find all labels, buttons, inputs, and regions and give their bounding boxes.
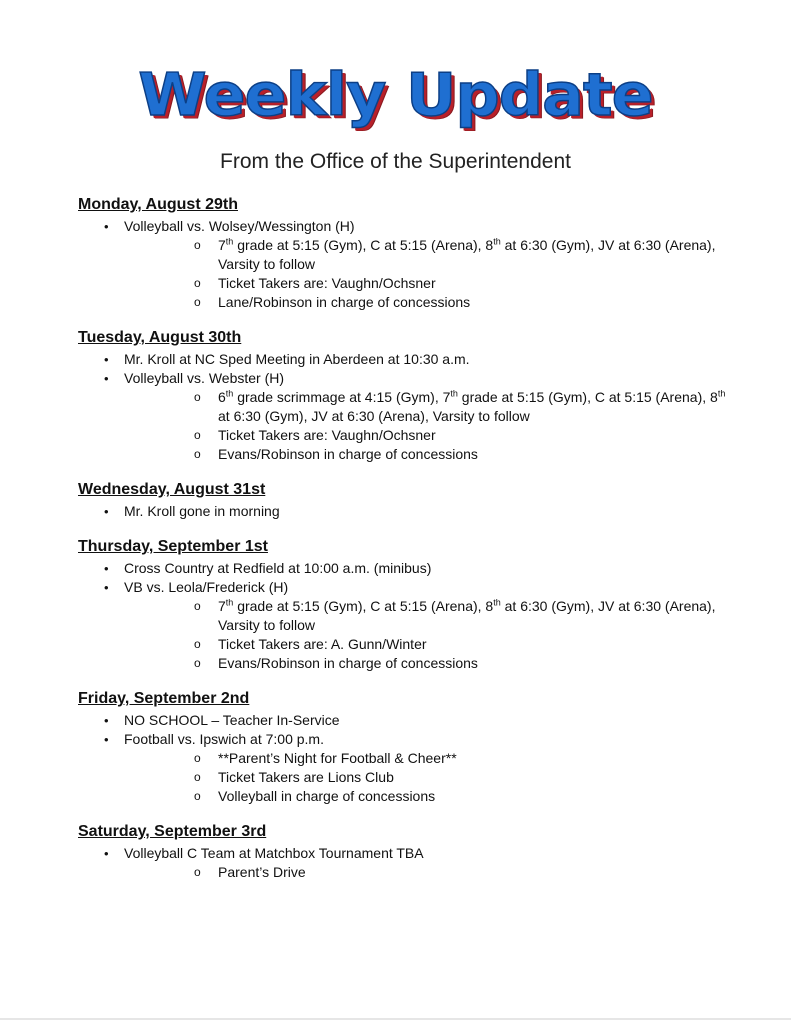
sub-list-item: o Ticket Takers are: Vaughn/Ochsner <box>194 275 436 291</box>
sub-list-item: o Parent’s Drive <box>194 864 306 880</box>
weekly-update-banner <box>0 58 791 130</box>
list-item: • Volleyball vs. Webster (H) o 6th grade scrimmage at 4:15 (Gym), 7th grade at 5:15 (Gym), C at 5:15 (Arena), 8th at 6:30 (Gym), JV at 6:30 (Arena), Varsity to follow o Ticket Takers are: Vaughn/Ochsner o Evans/Robinson in charge of concessions <box>78 369 738 464</box>
bullet-marker: • <box>104 352 109 367</box>
day-monday <box>78 194 738 312</box>
sub-bullet-marker: o <box>194 770 201 784</box>
sub-bullet-marker: o <box>194 865 201 879</box>
list-item: • Mr. Kroll at NC Sped Meeting in Aberdeen at 10:30 a.m. <box>104 351 470 367</box>
sub-list-item: o Evans/Robinson in charge of concessions <box>194 446 478 462</box>
list-item: • Volleyball vs. Wolsey/Wessington (H) o 7th grade at 5:15 (Gym), C at 5:15 (Arena), 8th at 6:30 (Gym), JV at 6:30 (Arena), Varsity to follow o Ticket Takers are: Vaughn/Ochsner o Lane/Robinson in charge of concessions <box>78 217 738 312</box>
sub-bullet-marker: o <box>194 295 201 309</box>
day-wednesday <box>78 479 738 521</box>
sub-list-item: o Ticket Takers are: A. Gunn/Winter <box>194 636 427 652</box>
day-tuesday <box>78 327 738 464</box>
sub-list-item: o Evans/Robinson in charge of concessions <box>194 655 478 671</box>
sub-bullet-marker: o <box>194 637 201 651</box>
sub-bullet-marker: o <box>194 238 201 252</box>
sub-bullet-marker: o <box>194 599 201 613</box>
sub-list-item: o 7th grade at 5:15 (Gym), C at 5:15 (Arena), 8th at 6:30 (Gym), JV at 6:30 (Arena), Varsity to follow <box>194 597 716 633</box>
bullet-marker: • <box>104 713 109 728</box>
sub-list-item: o **Parent’s Night for Football & Cheer** <box>194 750 457 766</box>
sub-bullet-marker: o <box>194 428 201 442</box>
sub-bullet-marker: o <box>194 789 201 803</box>
bullet-marker: • <box>104 504 109 519</box>
sub-list-item: o 6th grade scrimmage at 4:15 (Gym), 7th grade at 5:15 (Gym), C at 5:15 (Arena), 8th at 6:30 (Gym), JV at 6:30 (Arena), Varsity to follow <box>194 388 726 424</box>
sub-bullet-marker: o <box>194 447 201 461</box>
list-item: • NO SCHOOL – Teacher In-Service <box>104 712 340 728</box>
sub-list-item: o Lane/Robinson in charge of concessions <box>194 294 471 310</box>
day-friday <box>78 688 738 806</box>
sub-bullet-marker: o <box>194 390 201 404</box>
sub-bullet-marker: o <box>194 656 201 670</box>
bullet-marker: • <box>104 561 109 576</box>
sub-list-item: o Ticket Takers are Lions Club <box>194 769 394 785</box>
page-bottom-edge <box>0 1018 791 1020</box>
sub-list-item: o Volleyball in charge of concessions <box>194 788 436 804</box>
list-item: • Cross Country at Redfield at 10:00 a.m. (minibus) <box>104 560 432 576</box>
day-heading: Friday, September 2nd <box>78 690 250 707</box>
sub-list-item: o 7th grade at 5:15 (Gym), C at 5:15 (Arena), 8th at 6:30 (Gym), JV at 6:30 (Arena), Varsity to follow <box>194 236 716 272</box>
list-item: • Volleyball C Team at Matchbox Tournament TBA o Parent’s Drive <box>78 844 738 882</box>
list-item: • VB vs. Leola/Frederick (H) o 7th grade at 5:15 (Gym), C at 5:15 (Arena), 8th at 6:30 (Gym), JV at 6:30 (Arena), Varsity to follow o Ticket Takers are: A. Gunn/Winter o Evans/Robinson in charge of concessions <box>78 578 738 673</box>
day-heading: Wednesday, August 31st <box>78 481 266 498</box>
day-heading: Saturday, September 3rd <box>78 823 267 840</box>
day-heading: Tuesday, August 30th <box>78 329 242 346</box>
bullet-marker: • <box>104 371 109 386</box>
day-saturday <box>78 821 738 882</box>
bullet-marker: • <box>104 580 109 595</box>
page-subtitle: From the Office of the Superintendent <box>220 150 571 173</box>
day-heading: Thursday, September 1st <box>78 538 268 555</box>
schedule <box>78 194 738 897</box>
sub-bullet-marker: o <box>194 751 201 765</box>
sub-bullet-marker: o <box>194 276 201 290</box>
day-heading: Monday, August 29th <box>78 196 238 213</box>
bullet-marker: • <box>104 846 109 861</box>
sub-list-item: o Ticket Takers are: Vaughn/Ochsner <box>194 427 436 443</box>
day-thursday <box>78 536 738 673</box>
list-item: • Football vs. Ipswich at 7:00 p.m. o **Parent’s Night for Football & Cheer** o Ticket Takers are Lions Club o Volleyball in charge of concessions <box>78 730 738 806</box>
bullet-marker: • <box>104 219 109 234</box>
banner-title: Weekly Update <box>138 59 653 129</box>
bullet-marker: • <box>104 732 109 747</box>
list-item: • Mr. Kroll gone in morning <box>104 503 280 519</box>
